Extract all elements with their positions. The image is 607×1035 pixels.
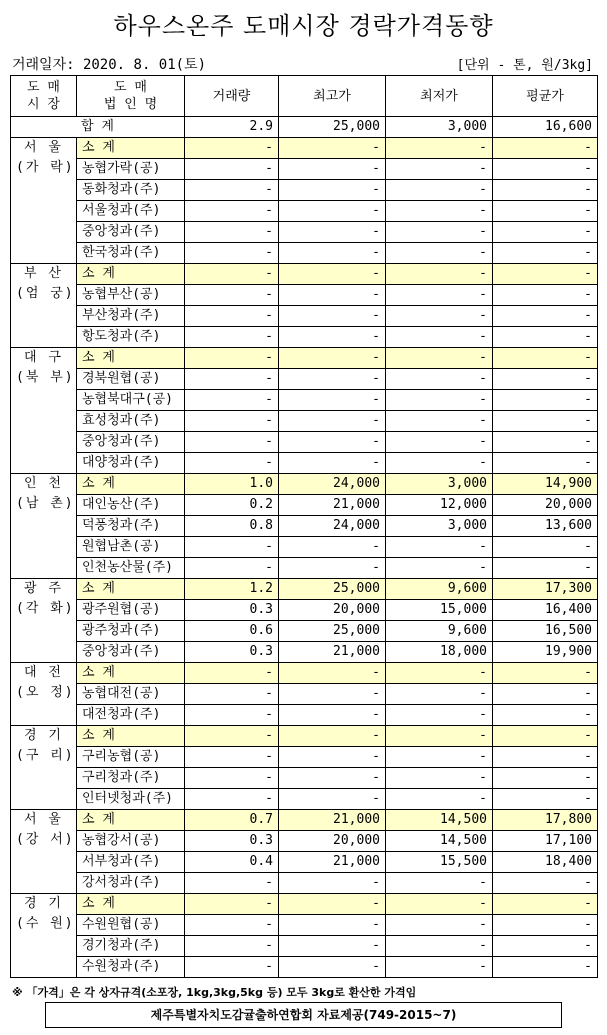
header-avg: 평균가 [493, 76, 598, 117]
corp-name: 덕풍청과(주) [77, 516, 185, 537]
volume-cell: - [185, 558, 279, 579]
avg-price-cell: - [493, 411, 598, 432]
min-price-cell: - [386, 159, 493, 180]
avg-price-cell: - [493, 348, 598, 369]
max-price-cell: - [279, 432, 386, 453]
max-price-cell: - [279, 348, 386, 369]
table-row [11, 852, 598, 873]
volume-cell: - [185, 243, 279, 264]
volume-cell: 0.3 [185, 642, 279, 663]
min-price-cell: - [386, 348, 493, 369]
corp-name: 대양청과(주) [77, 453, 185, 474]
table-row [11, 537, 598, 558]
volume-cell: - [185, 222, 279, 243]
avg-price-cell: - [493, 306, 598, 327]
header-market: 도 매 시 장 [11, 76, 77, 117]
avg-price-cell: 17,800 [493, 810, 598, 831]
table-row [11, 831, 598, 852]
volume-cell: - [185, 306, 279, 327]
max-price-cell: - [279, 537, 386, 558]
header-corp: 도 매 법 인 명 [77, 76, 185, 117]
market-name: 인 천 (남 촌) [11, 474, 77, 579]
avg-price-cell: - [493, 159, 598, 180]
table-row [11, 621, 598, 642]
max-price-cell: - [279, 180, 386, 201]
avg-price-cell: - [493, 390, 598, 411]
market-name: 서 울 (강 서) [11, 810, 77, 894]
avg-price-cell: - [493, 537, 598, 558]
volume-cell: - [185, 873, 279, 894]
corp-name: 소 계 [77, 894, 185, 915]
avg-price-cell: - [493, 726, 598, 747]
market-name: 서 울 (가 락) [11, 138, 77, 264]
volume-cell: - [185, 453, 279, 474]
corp-name: 소 계 [77, 264, 185, 285]
corp-name: 대전청과(주) [77, 705, 185, 726]
avg-price-cell: 14,900 [493, 474, 598, 495]
min-price-cell: - [386, 432, 493, 453]
corp-name: 수원청과(주) [77, 957, 185, 978]
volume-cell: - [185, 348, 279, 369]
corp-name: 중앙청과(주) [77, 642, 185, 663]
market-name: 경 기 (구 리) [11, 726, 77, 810]
source-box: 제주특별자치도감귤출하연합회 자료제공(749-2015~7) [45, 1002, 562, 1028]
market-name: 대 구 (북 부) [11, 348, 77, 474]
volume-cell: - [185, 894, 279, 915]
total-avg: 16,600 [493, 117, 598, 138]
corp-name: 농협부산(공) [77, 285, 185, 306]
min-price-cell: - [386, 453, 493, 474]
table-row [11, 516, 598, 537]
max-price-cell: - [279, 726, 386, 747]
subtotal-row [11, 264, 598, 285]
min-price-cell: - [386, 369, 493, 390]
volume-cell: - [185, 285, 279, 306]
min-price-cell: - [386, 957, 493, 978]
volume-cell: - [185, 705, 279, 726]
max-price-cell: 21,000 [279, 852, 386, 873]
min-price-cell: 9,600 [386, 621, 493, 642]
avg-price-cell: 16,500 [493, 621, 598, 642]
volume-cell: 0.3 [185, 831, 279, 852]
min-price-cell: - [386, 264, 493, 285]
table-row [11, 642, 598, 663]
corp-name: 소 계 [77, 138, 185, 159]
avg-price-cell: - [493, 222, 598, 243]
avg-price-cell: - [493, 894, 598, 915]
avg-price-cell: - [493, 327, 598, 348]
footnote: ※ 「가격」은 각 상자규격(소포장, 1kg,3kg,5kg 등) 모두 3kg로 환산한 가격임 [12, 986, 417, 999]
table-row [11, 390, 598, 411]
min-price-cell: - [386, 222, 493, 243]
subtotal-row [11, 348, 598, 369]
max-price-cell: - [279, 936, 386, 957]
table-row [11, 222, 598, 243]
corp-name: 인터넷청과(주) [77, 789, 185, 810]
corp-name: 강서청과(주) [77, 873, 185, 894]
max-price-cell: - [279, 285, 386, 306]
max-price-cell: 24,000 [279, 474, 386, 495]
table-row [11, 495, 598, 516]
volume-cell: - [185, 768, 279, 789]
volume-cell: - [185, 159, 279, 180]
table-row [11, 369, 598, 390]
max-price-cell: - [279, 327, 386, 348]
min-price-cell: 3,000 [386, 516, 493, 537]
min-price-cell: - [386, 873, 493, 894]
avg-price-cell: 17,100 [493, 831, 598, 852]
min-price-cell: - [386, 768, 493, 789]
table-row [11, 684, 598, 705]
corp-name: 서울청과(주) [77, 201, 185, 222]
min-price-cell: - [386, 327, 493, 348]
corp-name: 중앙청과(주) [77, 432, 185, 453]
volume-cell: - [185, 915, 279, 936]
max-price-cell: - [279, 558, 386, 579]
min-price-cell: - [386, 558, 493, 579]
page-title: 하우스온주 도매시장 경락가격동향 [113, 12, 494, 40]
market-name: 대 전 (오 정) [11, 663, 77, 726]
volume-cell: - [185, 201, 279, 222]
subtotal-row [11, 474, 598, 495]
avg-price-cell: - [493, 684, 598, 705]
volume-cell: 0.6 [185, 621, 279, 642]
volume-cell: 1.2 [185, 579, 279, 600]
corp-name: 소 계 [77, 474, 185, 495]
avg-price-cell: - [493, 747, 598, 768]
min-price-cell: 15,500 [386, 852, 493, 873]
corp-name: 한국청과(주) [77, 243, 185, 264]
avg-price-cell: - [493, 264, 598, 285]
corp-name: 원협남촌(공) [77, 537, 185, 558]
volume-cell: - [185, 432, 279, 453]
volume-cell: 0.2 [185, 495, 279, 516]
market-name: 경 기 (수 원) [11, 894, 77, 978]
volume-cell: - [185, 138, 279, 159]
corp-name: 경북원협(공) [77, 369, 185, 390]
subtotal-row [11, 663, 598, 684]
avg-price-cell: 18,400 [493, 852, 598, 873]
corp-name: 소 계 [77, 348, 185, 369]
corp-name: 소 계 [77, 579, 185, 600]
corp-name: 동화청과(주) [77, 180, 185, 201]
max-price-cell: - [279, 159, 386, 180]
table-row [11, 243, 598, 264]
min-price-cell: - [386, 663, 493, 684]
min-price-cell: - [386, 411, 493, 432]
volume-cell: 0.7 [185, 810, 279, 831]
max-price-cell: - [279, 957, 386, 978]
table-row [11, 432, 598, 453]
table-row [11, 453, 598, 474]
max-price-cell: - [279, 411, 386, 432]
volume-cell: - [185, 390, 279, 411]
volume-cell: - [185, 726, 279, 747]
min-price-cell: - [386, 915, 493, 936]
volume-cell: - [185, 684, 279, 705]
min-price-cell: 9,600 [386, 579, 493, 600]
max-price-cell: 21,000 [279, 495, 386, 516]
price-table [10, 75, 598, 978]
avg-price-cell: - [493, 873, 598, 894]
table-row [11, 411, 598, 432]
corp-name: 구리농협(공) [77, 747, 185, 768]
volume-cell: - [185, 369, 279, 390]
max-price-cell: - [279, 915, 386, 936]
volume-cell: 0.8 [185, 516, 279, 537]
subtotal-row [11, 138, 598, 159]
table-row [11, 789, 598, 810]
max-price-cell: - [279, 243, 386, 264]
avg-price-cell: - [493, 663, 598, 684]
max-price-cell: - [279, 663, 386, 684]
max-price-cell: - [279, 789, 386, 810]
max-price-cell: - [279, 873, 386, 894]
avg-price-cell: 13,600 [493, 516, 598, 537]
volume-cell: - [185, 327, 279, 348]
max-price-cell: - [279, 390, 386, 411]
header-volume: 거래량 [185, 76, 279, 117]
table-row [11, 747, 598, 768]
max-price-cell: - [279, 201, 386, 222]
max-price-cell: - [279, 369, 386, 390]
unit-label: [단위 - 톤, 원/3kg] [456, 58, 593, 73]
avg-price-cell: 20,000 [493, 495, 598, 516]
max-price-cell: 20,000 [279, 600, 386, 621]
volume-cell: - [185, 789, 279, 810]
table-row [11, 159, 598, 180]
max-price-cell: 21,000 [279, 810, 386, 831]
subtotal-row [11, 894, 598, 915]
subtotal-row [11, 579, 598, 600]
max-price-cell: - [279, 684, 386, 705]
corp-name: 농협대전(공) [77, 684, 185, 705]
volume-cell: - [185, 957, 279, 978]
market-name: 광 주 (각 화) [11, 579, 77, 663]
min-price-cell: - [386, 390, 493, 411]
subtotal-row [11, 726, 598, 747]
min-price-cell: - [386, 138, 493, 159]
corp-name: 광주청과(주) [77, 621, 185, 642]
avg-price-cell: - [493, 453, 598, 474]
min-price-cell: - [386, 726, 493, 747]
min-price-cell: - [386, 285, 493, 306]
min-price-cell: - [386, 180, 493, 201]
market-name: 부 산 (엄 궁) [11, 264, 77, 348]
volume-cell: - [185, 537, 279, 558]
min-price-cell: - [386, 684, 493, 705]
avg-price-cell: - [493, 369, 598, 390]
max-price-cell: - [279, 306, 386, 327]
avg-price-cell: - [493, 768, 598, 789]
table-row [11, 306, 598, 327]
corp-name: 소 계 [77, 726, 185, 747]
max-price-cell: - [279, 264, 386, 285]
avg-price-cell: 16,400 [493, 600, 598, 621]
header-max: 최고가 [279, 76, 386, 117]
table-row [11, 558, 598, 579]
table-row [11, 600, 598, 621]
avg-price-cell: - [493, 705, 598, 726]
total-max: 25,000 [279, 117, 386, 138]
volume-cell: - [185, 411, 279, 432]
corp-name: 중앙청과(주) [77, 222, 185, 243]
avg-price-cell: 19,900 [493, 642, 598, 663]
avg-price-cell: 17,300 [493, 579, 598, 600]
corp-name: 광주원협(공) [77, 600, 185, 621]
corp-name: 농협강서(공) [77, 831, 185, 852]
min-price-cell: 14,500 [386, 831, 493, 852]
corp-name: 인천농산물(주) [77, 558, 185, 579]
volume-cell: 0.4 [185, 852, 279, 873]
table-row [11, 936, 598, 957]
corp-name: 대인농산(주) [77, 495, 185, 516]
min-price-cell: - [386, 789, 493, 810]
volume-cell: - [185, 180, 279, 201]
total-row [11, 117, 598, 138]
max-price-cell: 21,000 [279, 642, 386, 663]
corp-name: 효성청과(주) [77, 411, 185, 432]
avg-price-cell: - [493, 201, 598, 222]
avg-price-cell: - [493, 558, 598, 579]
max-price-cell: - [279, 453, 386, 474]
table-row [11, 180, 598, 201]
min-price-cell: 14,500 [386, 810, 493, 831]
max-price-cell: 24,000 [279, 516, 386, 537]
avg-price-cell: - [493, 243, 598, 264]
corp-name: 농협북대구(공) [77, 390, 185, 411]
table-row [11, 327, 598, 348]
corp-name: 서부청과(주) [77, 852, 185, 873]
volume-cell: - [185, 747, 279, 768]
volume-cell: - [185, 264, 279, 285]
corp-name: 경기청과(주) [77, 936, 185, 957]
min-price-cell: 15,000 [386, 600, 493, 621]
volume-cell: 0.3 [185, 600, 279, 621]
avg-price-cell: - [493, 138, 598, 159]
avg-price-cell: - [493, 936, 598, 957]
table-row [11, 873, 598, 894]
min-price-cell: - [386, 747, 493, 768]
table-row [11, 705, 598, 726]
corp-name: 소 계 [77, 663, 185, 684]
volume-cell: - [185, 936, 279, 957]
corp-name: 소 계 [77, 810, 185, 831]
min-price-cell: - [386, 537, 493, 558]
table-row [11, 957, 598, 978]
max-price-cell: - [279, 222, 386, 243]
min-price-cell: - [386, 201, 493, 222]
min-price-cell: 3,000 [386, 474, 493, 495]
avg-price-cell: - [493, 432, 598, 453]
max-price-cell: - [279, 138, 386, 159]
avg-price-cell: - [493, 789, 598, 810]
table-row [11, 915, 598, 936]
max-price-cell: - [279, 747, 386, 768]
total-label: 합 계 [11, 117, 185, 138]
table-row [11, 768, 598, 789]
total-min: 3,000 [386, 117, 493, 138]
avg-price-cell: - [493, 285, 598, 306]
min-price-cell: 12,000 [386, 495, 493, 516]
header-row [11, 76, 598, 117]
trade-date: 거래일자: 2020. 8. 01(토) [12, 57, 207, 73]
table-row [11, 285, 598, 306]
max-price-cell: 25,000 [279, 621, 386, 642]
total-volume: 2.9 [185, 117, 279, 138]
corp-name: 농협가락(공) [77, 159, 185, 180]
min-price-cell: - [386, 306, 493, 327]
max-price-cell: 20,000 [279, 831, 386, 852]
avg-price-cell: - [493, 957, 598, 978]
corp-name: 구리청과(주) [77, 768, 185, 789]
avg-price-cell: - [493, 180, 598, 201]
max-price-cell: - [279, 705, 386, 726]
min-price-cell: - [386, 243, 493, 264]
subtotal-row [11, 810, 598, 831]
min-price-cell: - [386, 705, 493, 726]
volume-cell: 1.0 [185, 474, 279, 495]
min-price-cell: 18,000 [386, 642, 493, 663]
avg-price-cell: - [493, 915, 598, 936]
min-price-cell: - [386, 936, 493, 957]
corp-name: 부산청과(주) [77, 306, 185, 327]
corp-name: 항도청과(주) [77, 327, 185, 348]
volume-cell: - [185, 663, 279, 684]
header-min: 최저가 [386, 76, 493, 117]
max-price-cell: 25,000 [279, 579, 386, 600]
max-price-cell: - [279, 768, 386, 789]
table-row [11, 201, 598, 222]
max-price-cell: - [279, 894, 386, 915]
corp-name: 수원원협(공) [77, 915, 185, 936]
min-price-cell: - [386, 894, 493, 915]
